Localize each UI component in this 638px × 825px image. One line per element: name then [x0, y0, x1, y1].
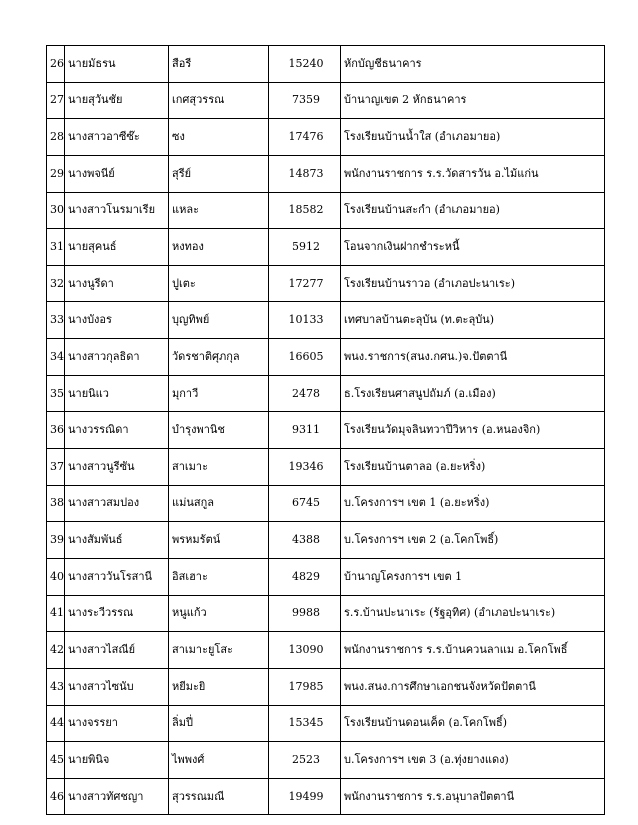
first-name: นายพินิจ: [65, 742, 169, 779]
first-name: นางสาวไซนับ: [65, 668, 169, 705]
note: ร.ร.บ้านปะนาเระ (รัฐอุทิศ) (อำเภอปะนาเระ): [341, 595, 605, 632]
row-number: 46: [47, 778, 65, 815]
table-row: [47, 375, 605, 412]
member-table: [46, 45, 605, 815]
row-number: 44: [47, 705, 65, 742]
last-name: แม่นสกูล: [169, 485, 269, 522]
table-row: [47, 632, 605, 669]
note: โรงเรียนบ้านตาลอ (อ.ยะหริ่ง): [341, 449, 605, 486]
first-name: นายนิแว: [65, 375, 169, 412]
amount: 19499: [269, 778, 341, 815]
row-number: 45: [47, 742, 65, 779]
amount: 6745: [269, 485, 341, 522]
last-name: ลิ่มปี่: [169, 705, 269, 742]
note: โรงเรียนบ้านน้ำใส (อำเภอมายอ): [341, 119, 605, 156]
table-row: [47, 229, 605, 266]
last-name: บุญทิพย์: [169, 302, 269, 339]
row-number: 39: [47, 522, 65, 559]
note: หักบัญชีธนาคาร: [341, 46, 605, 83]
last-name: สือรี: [169, 46, 269, 83]
last-name: หงทอง: [169, 229, 269, 266]
amount: 10133: [269, 302, 341, 339]
note: โอนจากเงินฝากชำระหนี้: [341, 229, 605, 266]
last-name: สุรีย์: [169, 155, 269, 192]
first-name: นางสาวนูรีซัน: [65, 449, 169, 486]
table-row: [47, 412, 605, 449]
note: โรงเรียนวัดมุจลินทวาปีวิหาร (อ.หนองจิก): [341, 412, 605, 449]
row-number: 32: [47, 265, 65, 302]
first-name: นางนูรีดา: [65, 265, 169, 302]
amount: 4829: [269, 558, 341, 595]
row-number: 41: [47, 595, 65, 632]
amount: 9988: [269, 595, 341, 632]
row-number: 37: [47, 449, 65, 486]
last-name: พรหมรัตน์: [169, 522, 269, 559]
table-row: [47, 155, 605, 192]
amount: 15240: [269, 46, 341, 83]
table-row: [47, 302, 605, 339]
table-row: [47, 558, 605, 595]
row-number: 34: [47, 339, 65, 376]
last-name: สุวรรณมณี: [169, 778, 269, 815]
first-name: นางสาวโนรมาเรีย: [65, 192, 169, 229]
last-name: แหละ: [169, 192, 269, 229]
table-row: [47, 668, 605, 705]
amount: 2478: [269, 375, 341, 412]
row-number: 26: [47, 46, 65, 83]
amount: 18582: [269, 192, 341, 229]
amount: 16605: [269, 339, 341, 376]
table-row: [47, 705, 605, 742]
amount: 4388: [269, 522, 341, 559]
last-name: บำรุงพานิช: [169, 412, 269, 449]
row-number: 29: [47, 155, 65, 192]
note: บ้านาญเขต 2 หักธนาคาร: [341, 82, 605, 119]
note: พนง.สนง.การศึกษาเอกชนจังหวัดปัตตานี: [341, 668, 605, 705]
last-name: เกศสุวรรณ: [169, 82, 269, 119]
note: ธ.โรงเรียนศาสนูปถัมภ์ (อ.เมือง): [341, 375, 605, 412]
member-table-body: [47, 46, 605, 815]
note: บ.โครงการฯ เขต 1 (อ.ยะหริ่ง): [341, 485, 605, 522]
amount: 5912: [269, 229, 341, 266]
note: พนักงานราชการ ร.ร.อนุบาลปัตตานี: [341, 778, 605, 815]
first-name: นางสาวอาซีซ๊ะ: [65, 119, 169, 156]
amount: 7359: [269, 82, 341, 119]
first-name: นางสัมพันธ์: [65, 522, 169, 559]
note: เทศบาลบ้านตะลุบัน (ท.ตะลุบัน): [341, 302, 605, 339]
note: โรงเรียนบ้านดอนเค็ด (อ.โคกโพธิ์): [341, 705, 605, 742]
first-name: นางสาวทัศชญา: [65, 778, 169, 815]
table-row: [47, 778, 605, 815]
note: พนักงานราชการ ร.ร.บ้านควนลาแม อ.โคกโพธิ์: [341, 632, 605, 669]
amount: 9311: [269, 412, 341, 449]
last-name: มุกาวี: [169, 375, 269, 412]
row-number: 43: [47, 668, 65, 705]
last-name: ปูเตะ: [169, 265, 269, 302]
table-row: [47, 485, 605, 522]
table-row: [47, 82, 605, 119]
last-name: อิสเฮาะ: [169, 558, 269, 595]
first-name: นางสาวไสณีย์: [65, 632, 169, 669]
amount: 17476: [269, 119, 341, 156]
row-number: 33: [47, 302, 65, 339]
amount: 17985: [269, 668, 341, 705]
first-name: นางสาววันโรสานี: [65, 558, 169, 595]
first-name: นางระวีวรรณ: [65, 595, 169, 632]
row-number: 40: [47, 558, 65, 595]
first-name: นางสาวกุลธิดา: [65, 339, 169, 376]
row-number: 30: [47, 192, 65, 229]
first-name: นายสุคนธ์: [65, 229, 169, 266]
table-row: [47, 742, 605, 779]
row-number: 27: [47, 82, 65, 119]
note: โรงเรียนบ้านราวอ (อำเภอปะนาเระ): [341, 265, 605, 302]
amount: 19346: [269, 449, 341, 486]
last-name: วัดรชาติศุภกุล: [169, 339, 269, 376]
row-number: 28: [47, 119, 65, 156]
first-name: นายสุวันชัย: [65, 82, 169, 119]
first-name: นายมัธรน: [65, 46, 169, 83]
table-row: [47, 46, 605, 83]
table-row: [47, 522, 605, 559]
last-name: หยีมะยิ: [169, 668, 269, 705]
table-row: [47, 265, 605, 302]
row-number: 36: [47, 412, 65, 449]
note: บ.โครงการฯ เขต 3 (อ.ทุ่งยางแดง): [341, 742, 605, 779]
first-name: นางวรรณิดา: [65, 412, 169, 449]
note: บ้านาญโครงการฯ เขต 1: [341, 558, 605, 595]
amount: 14873: [269, 155, 341, 192]
amount: 2523: [269, 742, 341, 779]
row-number: 42: [47, 632, 65, 669]
amount: 17277: [269, 265, 341, 302]
row-number: 31: [47, 229, 65, 266]
first-name: นางบังอร: [65, 302, 169, 339]
last-name: หนูแก้ว: [169, 595, 269, 632]
first-name: นางสาวสมปอง: [65, 485, 169, 522]
table-row: [47, 449, 605, 486]
table-row: [47, 192, 605, 229]
row-number: 35: [47, 375, 65, 412]
table-row: [47, 595, 605, 632]
note: บ.โครงการฯ เขต 2 (อ.โคกโพธิ์): [341, 522, 605, 559]
first-name: นางจรรยา: [65, 705, 169, 742]
first-name: นางพจนีย์: [65, 155, 169, 192]
last-name: ซง: [169, 119, 269, 156]
table-row: [47, 339, 605, 376]
note: พนักงานราชการ ร.ร.วัดสารวัน อ.ไม้แก่น: [341, 155, 605, 192]
note: โรงเรียนบ้านสะกำ (อำเภอมายอ): [341, 192, 605, 229]
last-name: สาเมาะ: [169, 449, 269, 486]
amount: 15345: [269, 705, 341, 742]
last-name: สาเมาะยูโสะ: [169, 632, 269, 669]
row-number: 38: [47, 485, 65, 522]
amount: 13090: [269, 632, 341, 669]
table-row: [47, 119, 605, 156]
note: พนง.ราชการ(สนง.กศน.)จ.ปัตตานี: [341, 339, 605, 376]
last-name: ไพพงศ์: [169, 742, 269, 779]
